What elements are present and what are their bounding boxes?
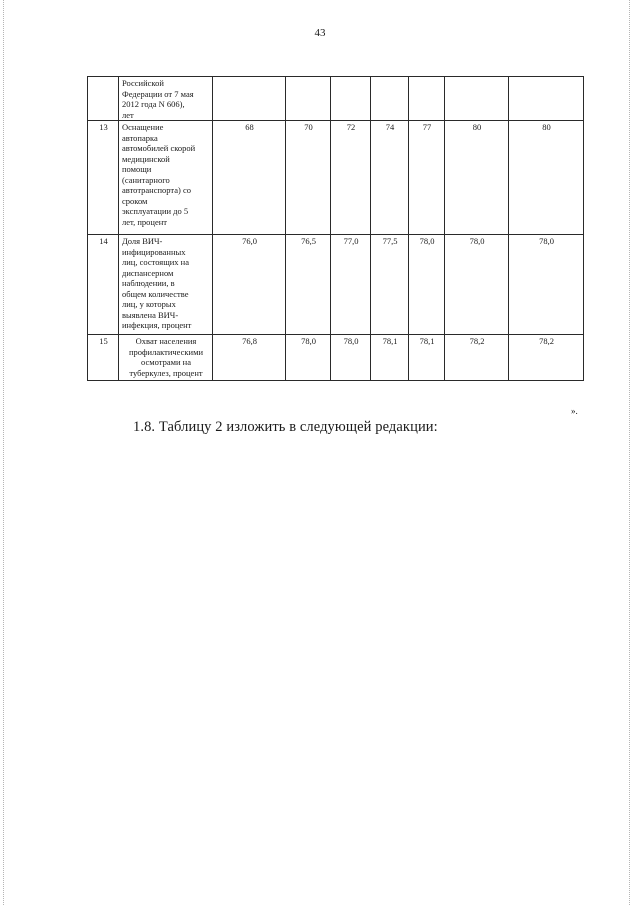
table-row [88,235,584,335]
row-number-cell: 14 [88,235,119,335]
indicator-name-line: осмотрами на [141,357,191,367]
value-cell: 68 [213,121,286,235]
indicator-name-line: профилактическими [128,346,204,357]
indicator-name-line: лиц, состоящих на [122,257,189,267]
indicator-name-line: эксплуатации до 5 [122,206,189,216]
value-cell: 78,1 [409,335,445,381]
value-cell: 76,5 [286,235,331,335]
indicator-name-line: лиц, у которых [122,299,176,309]
indicator-name-line: лет [122,109,134,120]
indicator-name-line: автомобилей скорой [122,143,196,153]
indicator-name-line: помощи [122,164,152,174]
indicators-table [87,76,584,381]
row-number-cell [88,77,119,121]
table-row [88,121,584,235]
value-cell: 80 [445,121,509,235]
value-cell: 78,0 [509,235,584,335]
scan-edge-left [3,0,4,905]
indicator-name-line: Российской [122,78,164,88]
indicator-name-line: инфекция, процент [122,320,192,330]
value-cell [371,77,409,121]
indicator-name-line: автотранспорта) со [122,185,191,195]
value-cell: 78,0 [286,335,331,381]
instruction-text: 1.8. Таблицу 2 изложить в следующей редакции: [133,419,438,435]
indicator-name-line: туберкулез, процент [129,367,203,378]
value-cell: 80 [509,121,584,235]
indicator-name-line: Охват населения [135,336,197,346]
value-cell: 77,5 [371,235,409,335]
value-cell: 70 [286,121,331,235]
value-cell: 78,0 [409,235,445,335]
indicator-name-line: инфицированных [122,246,186,257]
indicator-name-line: выявлена ВИЧ- [122,309,179,320]
value-cell: 78,0 [445,235,509,335]
indicator-name-line: диспансерном [122,267,174,278]
indicator-name-line: 2012 года N 606), [122,99,185,109]
value-cell: 72 [331,121,371,235]
indicator-name-line: (санитарного [122,174,170,185]
indicator-name-cell [119,235,213,335]
scan-edge-right [629,0,630,905]
value-cell [213,77,286,121]
table-row [88,335,584,381]
value-cell [286,77,331,121]
indicator-name-line: медицинской [122,153,170,164]
indicator-name-line: Доля ВИЧ- [122,236,163,246]
indicator-name-line: лет, процент [122,216,167,227]
value-cell: 74 [371,121,409,235]
indicator-name-line: Оснащение [122,122,164,132]
page-number: 43 [314,27,326,39]
indicator-name-line: общем количестве [122,288,189,299]
indicator-name-line: автопарка [122,132,158,143]
value-cell: 76,8 [213,335,286,381]
value-cell: 78,2 [509,335,584,381]
value-cell: 78,2 [445,335,509,381]
row-number-cell: 13 [88,121,119,235]
value-cell: 78,0 [331,335,371,381]
value-cell: 76,0 [213,235,286,335]
row-number-cell: 15 [88,335,119,381]
closing-quote: ». [571,406,578,416]
indicator-name-line: наблюдении, в [122,278,175,288]
value-cell [445,77,509,121]
indicator-name-cell [119,335,213,381]
value-cell [509,77,584,121]
value-cell: 78,1 [371,335,409,381]
value-cell: 77,0 [331,235,371,335]
indicator-name-cell [119,121,213,235]
value-cell: 77 [409,121,445,235]
table-row [88,77,584,121]
indicator-name-cell [119,77,213,121]
value-cell [409,77,445,121]
indicator-name-line: сроком [122,195,148,206]
indicator-name-line: Федерации от 7 мая [122,88,194,99]
value-cell [331,77,371,121]
